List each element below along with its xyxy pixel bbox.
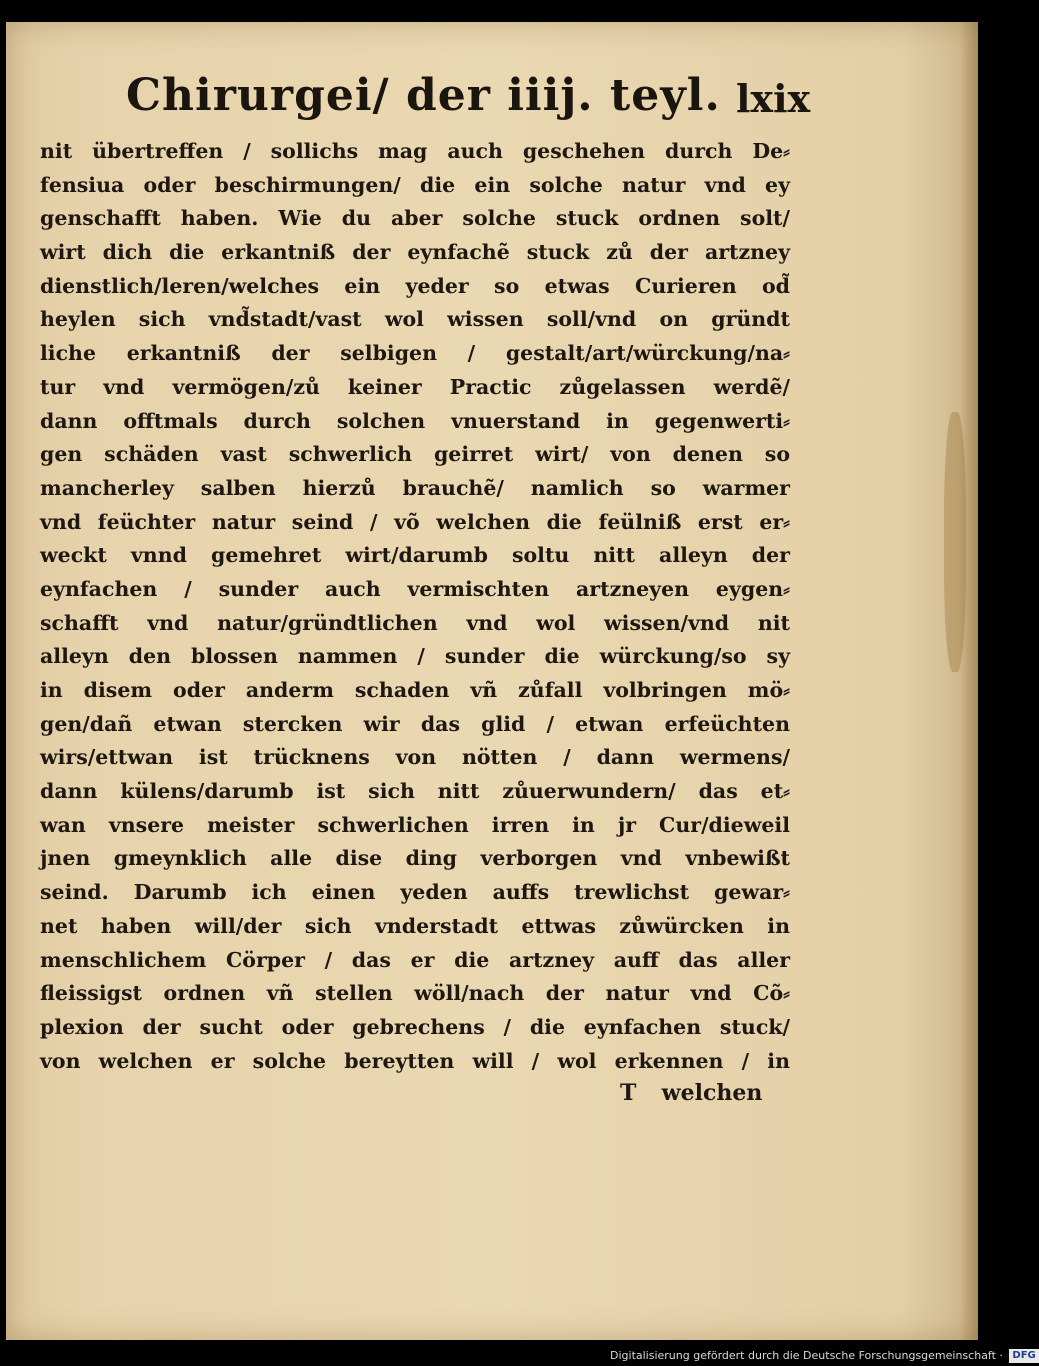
signature-mark: T [620, 1080, 637, 1106]
text-line: von welchen er solche bereytten will / wol erkennen / in [40, 1048, 790, 1073]
running-title: Chirurgei/ der iiij. teyl. [126, 70, 721, 121]
text-line: weckt vnnd gemehret wirt/darumb soltu nitt alleyn der [40, 543, 790, 568]
text-line: heylen sich vnd̃stadt/vast wol wissen soll/vnd on gründt [40, 307, 790, 332]
page-edge-shadow [960, 22, 978, 1340]
text-line: jnen gmeynklich alle dise ding verborgen vnd vnbewißt [40, 846, 790, 871]
text-line: menschlichem Cörper / das er die artzney auff das aller [40, 947, 790, 972]
catchline [620, 1080, 770, 1106]
digitization-credit [610, 1346, 1036, 1366]
text-line: plexion der sucht oder gebrechens / die eynfachen stuck/ [40, 1014, 790, 1039]
text-line: in disem oder anderm schaden vñ zůfall volbringen mö⸗ [40, 678, 790, 702]
text-line: alleyn den blossen nammen / sunder die würckung/so sy [40, 644, 790, 669]
text-line: net haben will/der sich vnderstadt ettwas zůwürcken in [40, 913, 790, 938]
dfg-logo: DFG [1009, 1349, 1038, 1363]
text-line: wirs/ettwan ist trücknens von nötten / dann wermens/ [40, 745, 790, 770]
text-line: wan vnsere meister schwerlichen irren in jr Cur/dieweil [40, 812, 790, 837]
text-line: schafft vnd natur/gründtlichen vnd wol wissen/vnd nit [40, 610, 790, 635]
text-line: nit übertreffen / sollichs mag auch geschehen durch De⸗ [40, 139, 790, 163]
credit-text: Digitalisierung gefördert durch die Deutsche Forschungsgemeinschaft · [610, 1349, 1003, 1362]
text-line: eynfachen / sunder auch vermischten artzneyen eygen⸗ [40, 576, 790, 601]
text-line: fensiua oder beschirmungen/ die ein solche natur vnd ey [40, 172, 790, 197]
paper-stain [944, 412, 966, 672]
text-line: genschafft haben. Wie du aber solche stuck ordnen solt/ [40, 206, 790, 231]
text-line: vnd feüchter natur seind / võ welchen die feülniß erst er⸗ [40, 509, 790, 534]
text-line: wirt dich die erkantniß der eynfachẽ stuck zů der artzney [40, 240, 790, 265]
text-line: tur vnd vermögen/zů keiner Practic zůgelassen werdẽ/ [40, 374, 790, 399]
body-text [40, 135, 790, 1078]
text-line: mancherley salben hierzů brauchẽ/ namlich so warmer [40, 475, 790, 500]
text-line: dienstlich/leren/welches ein yeder so etwas Curieren od̃ [40, 273, 790, 298]
text-line: liche erkantniß der selbigen / gestalt/art/würckung/na⸗ [40, 341, 790, 366]
text-line: dann külens/darumb ist sich nitt zůuerwundern/ das et⸗ [40, 779, 790, 804]
text-line: gen/dañ etwan stercken wir das glid / etwan erfeüchten [40, 711, 790, 736]
catchword: welchen [661, 1080, 763, 1106]
text-line: dann offtmals durch solchen vnuerstand in gegenwerti⸗ [40, 408, 790, 433]
text-line: seind. Darumb ich einen yeden auffs trewlichst gewar⸗ [40, 880, 790, 905]
text-line: fleissigst ordnen vñ stellen wöll/nach der natur vnd Cõ⸗ [40, 981, 790, 1006]
text-line: gen schäden vast schwerlich geirret wirt/ von denen so [40, 442, 790, 467]
folio-number: lxix [736, 76, 811, 121]
